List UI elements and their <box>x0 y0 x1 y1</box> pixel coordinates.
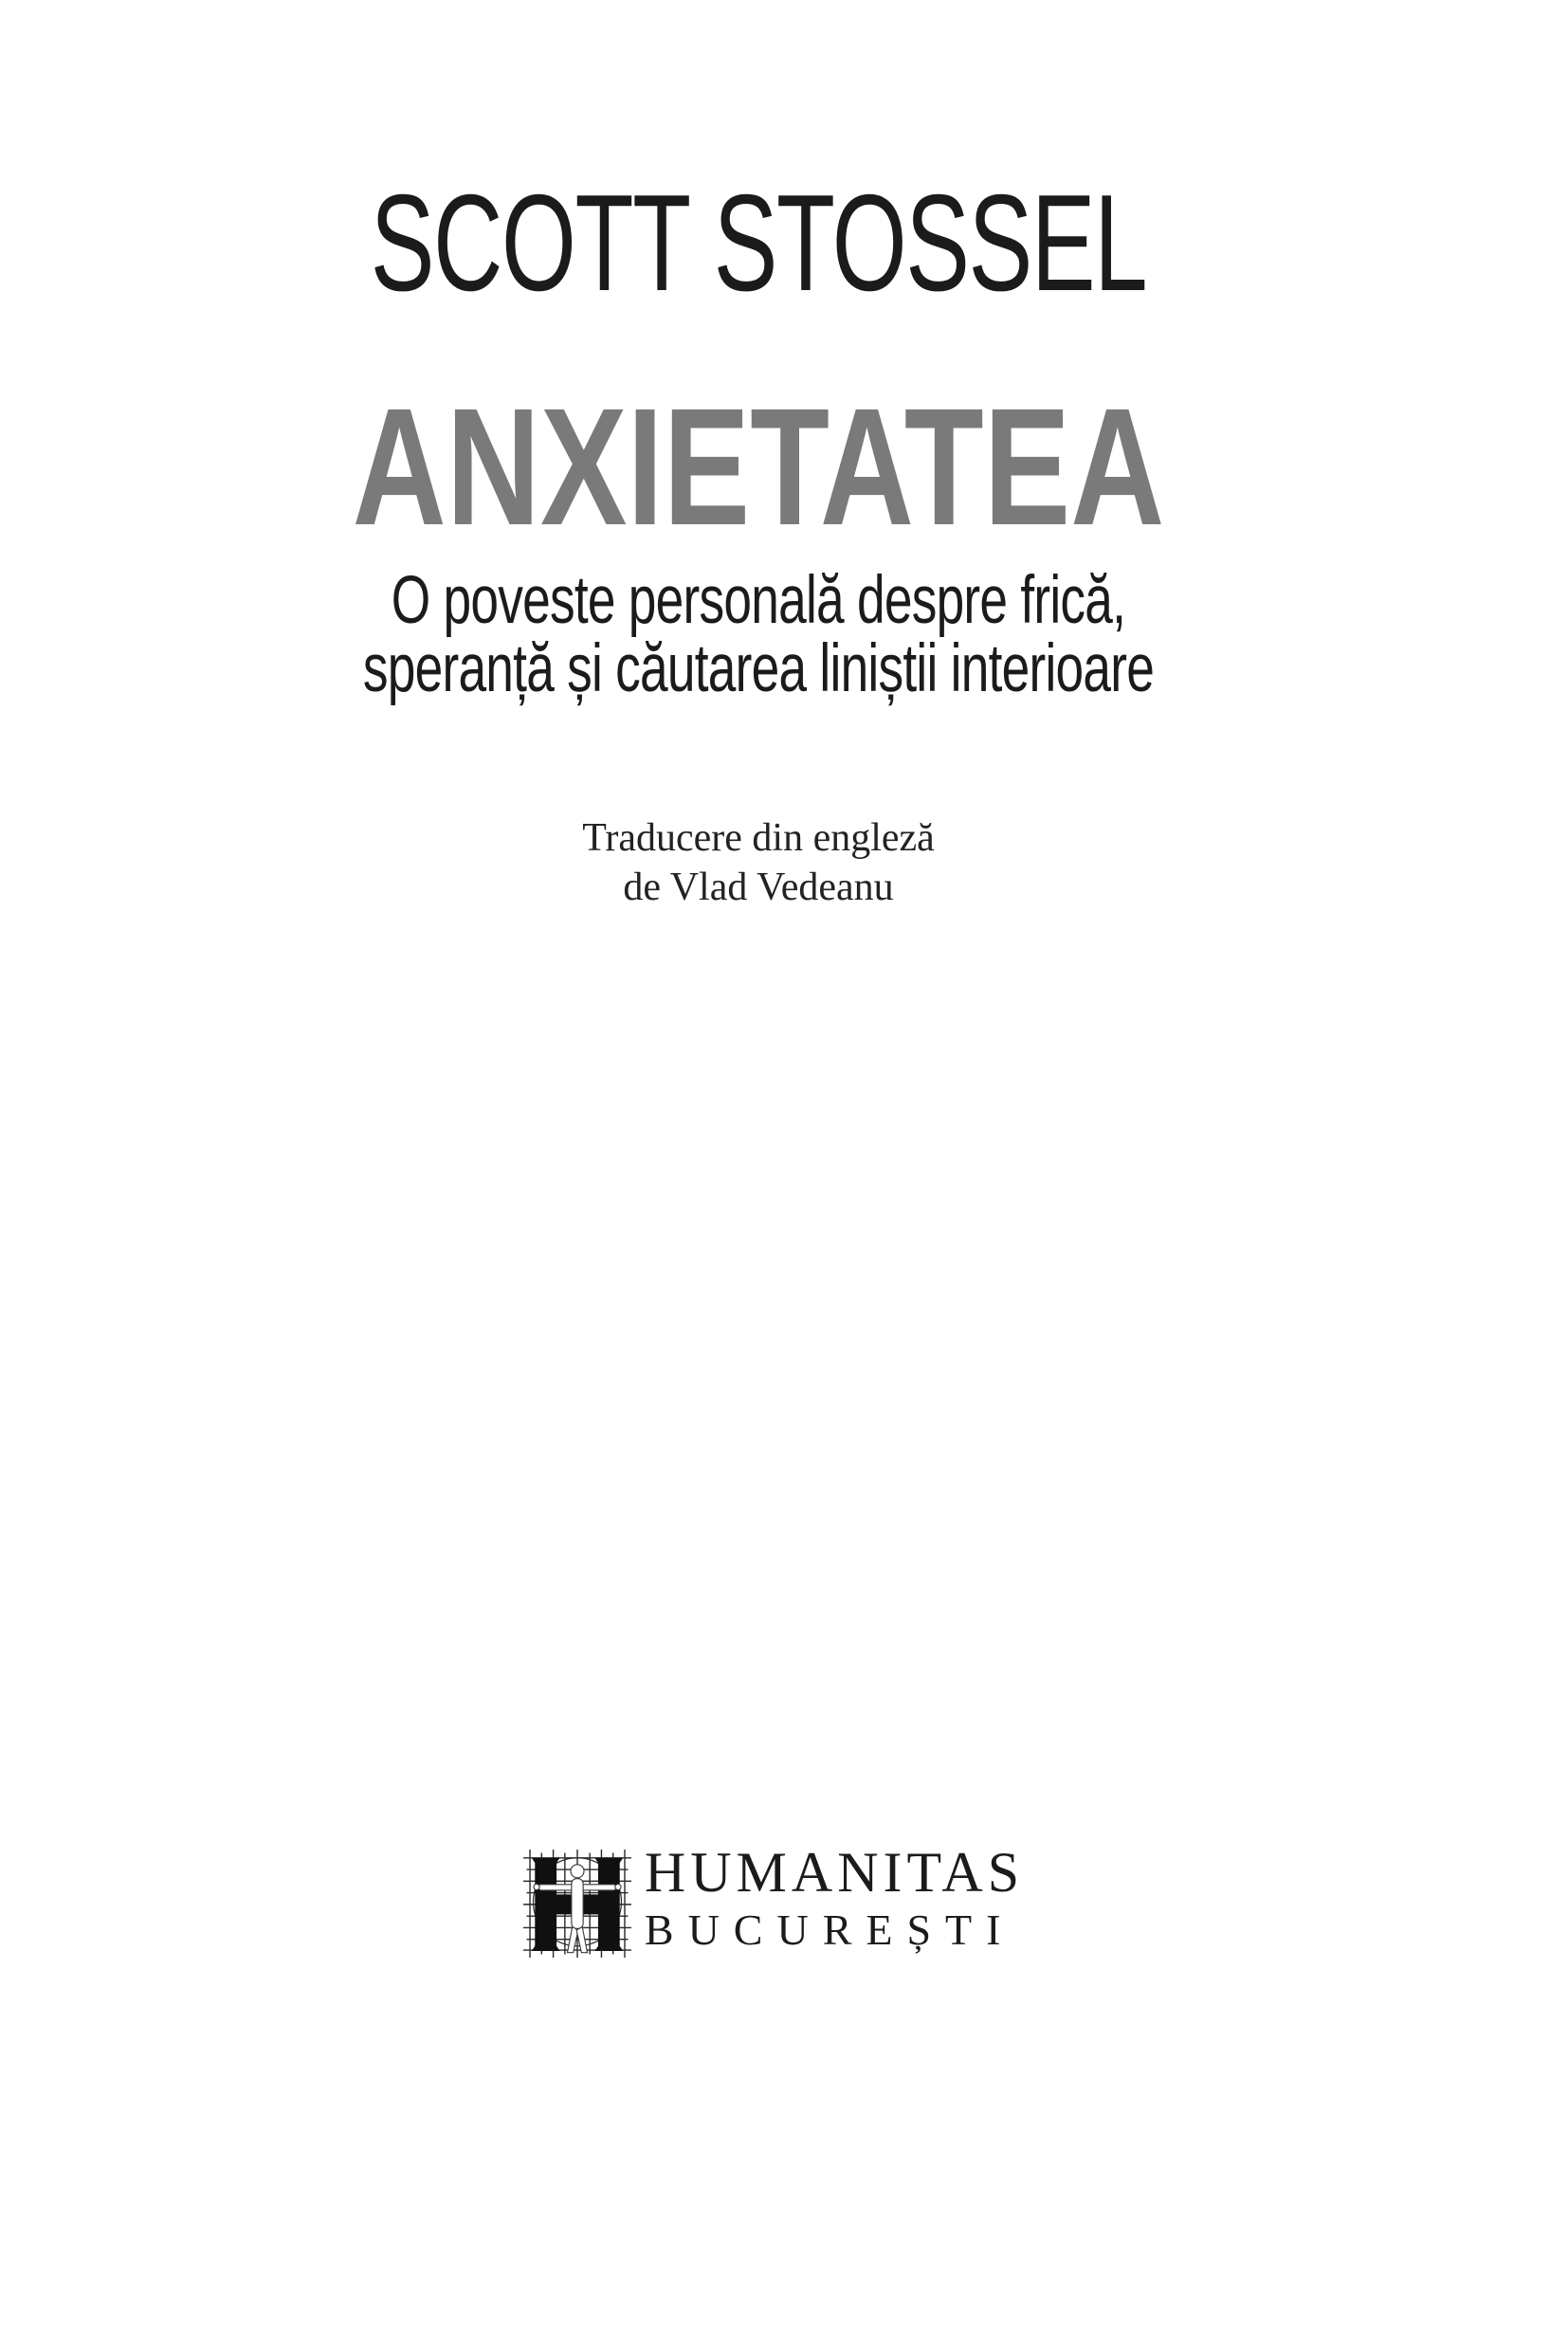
humanitas-vitruvian-h-icon <box>523 1850 631 1958</box>
publisher-name: HUMANITAS <box>644 1841 1025 1904</box>
subtitle-line-1: O poveste personală despre frică, <box>391 563 1126 638</box>
subtitle-line-2: speranță și căutarea liniștii interioare <box>362 631 1155 707</box>
publisher-text <box>644 1841 1025 1954</box>
publisher-city: BUCUREȘTI <box>644 1905 1015 1954</box>
publisher-block <box>15 1841 1532 1958</box>
translator-credit-line-2: de Vlad Vedeanu <box>623 866 894 910</box>
translator-credit <box>0 813 1517 912</box>
book-subtitle <box>190 563 1327 707</box>
book-title: ANXIETATEA <box>352 374 1165 560</box>
translator-credit-line-1: Traducere din engleză <box>582 816 935 860</box>
author-name: SCOTT STOSSEL <box>370 166 1147 319</box>
